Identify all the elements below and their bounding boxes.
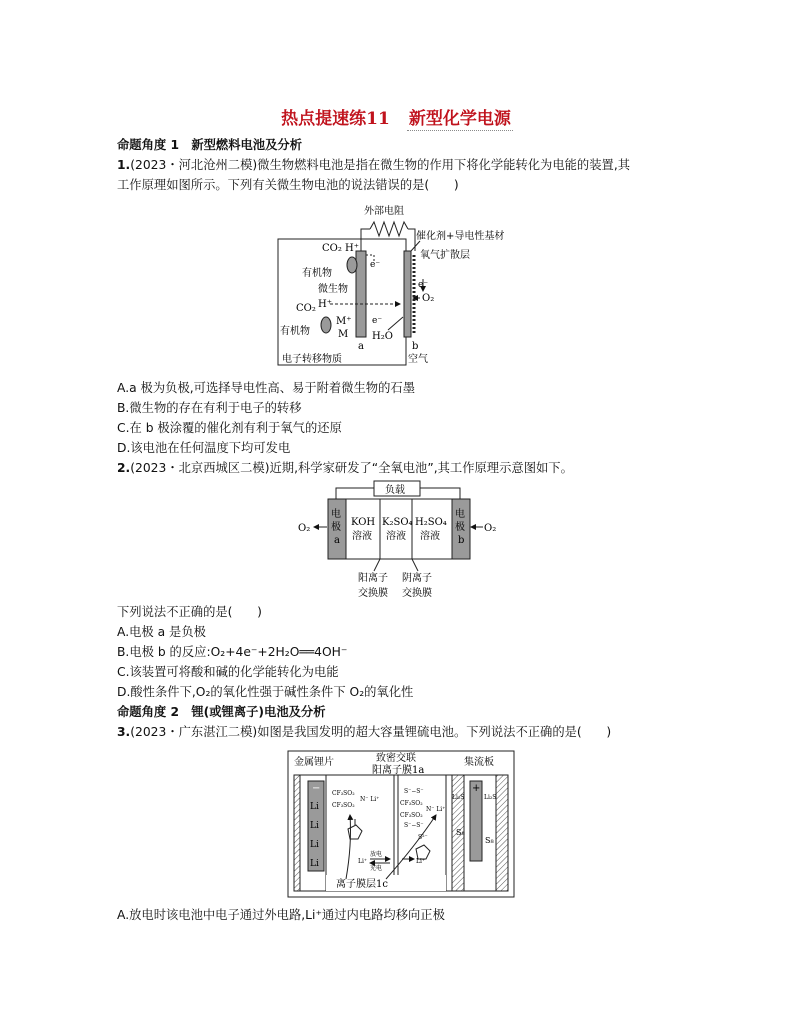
li-3: Li	[310, 840, 319, 850]
q3-stem	[117, 724, 611, 740]
li-plus-left: Li⁺	[358, 858, 368, 865]
anion-1: 阴离子	[402, 573, 432, 584]
q3-figure	[286, 749, 516, 899]
air-label: 空气	[408, 354, 428, 365]
charge-label: 充电	[370, 865, 383, 872]
q2-stem-text: 近期,科学家研发了“全氧电池”,其工作原理示意图如下。	[269, 461, 573, 475]
lithium-label: 金属锂片	[294, 757, 334, 768]
elec-b-3: b	[458, 535, 465, 546]
b-label: b	[412, 341, 419, 352]
cf3so2-3: CF₃SO₂	[400, 800, 423, 807]
organic-top-label: 有机物	[302, 268, 332, 279]
a-label: a	[358, 341, 364, 352]
elec-b-1: 电	[455, 509, 465, 520]
li-1: Li	[310, 802, 319, 812]
q2-option-b: B.电极 b 的反应:O₂+4e⁻+2H₂O══4OH⁻	[117, 645, 348, 659]
load-label: 负载	[385, 485, 405, 496]
li2s-right: Li₂S	[484, 794, 497, 801]
q1-option-c: C.在 b 极涂覆的催化剂有利于氧气的还原	[117, 421, 342, 435]
ion-layer-label: 离子膜层1c	[336, 879, 388, 890]
m-plus-label: M⁺	[336, 316, 352, 327]
li2s-left: Li₂S	[452, 794, 465, 801]
e-top-label: e⁻	[370, 260, 381, 270]
q2-option-d: D.酸性条件下,O₂的氧化性强于碱性条件下 O₂的氧化性	[117, 685, 414, 699]
q1-option-b: B.微生物的存在有利于电子的转移	[117, 401, 302, 415]
resistor-label: 外部电阻	[364, 206, 404, 217]
cation-1: 阳离子	[358, 573, 388, 584]
li-plus-right: Li⁺	[416, 858, 426, 865]
cf3so2-1: CF₃SO₂	[332, 790, 355, 797]
membrane-2-label: 阳离子膜1a	[372, 765, 425, 776]
title-main: 热点提速练11	[281, 109, 390, 129]
k2so4-1: K₂SO₄	[382, 517, 413, 528]
q2-option-a: A.电极 a 是负极	[117, 625, 206, 639]
section1-heading: 命题角度 1 新型燃料电池及分析	[117, 138, 302, 152]
koh-2: 溶液	[352, 531, 372, 542]
e-bottom-label: e⁻	[372, 316, 383, 326]
e-right-label: e⁻	[418, 280, 429, 290]
q1-option-a: A.a 极为负极,可选择导电性高、易于附着微生物的石墨	[117, 381, 415, 395]
q2-option-c: C.该装置可将酸和碱的化学能转化为电能	[117, 665, 339, 679]
s-s-mid: S⁻−S⁻	[404, 822, 424, 829]
plus-sign: +	[472, 783, 481, 794]
n-li-right: N⁻ Li⁺	[426, 806, 446, 813]
diffusion-label: 氧气扩散层	[420, 250, 470, 261]
q1-figure	[270, 199, 530, 371]
title-sub: 新型化学电源	[408, 109, 511, 129]
co2-top-label: CO₂ H⁺	[322, 243, 360, 254]
anion-2: 交换膜	[402, 588, 432, 599]
elec-b-2: 极	[455, 522, 465, 533]
transfer-label: 电子转移物质	[282, 354, 342, 365]
q3-option-a: A.放电时该电池中电子通过外电路,Li⁺通过内电路均移向正极	[117, 908, 445, 922]
s8-right: S₈	[485, 836, 494, 845]
q3-source: (2023・广东湛江二模)	[130, 725, 258, 739]
q1-stem-line1	[117, 157, 630, 173]
h2so4-1: H₂SO₄	[415, 517, 447, 528]
cf3so2-4: CF₃SO₂	[400, 812, 423, 819]
page-title	[0, 104, 794, 129]
q1-number: 1.	[117, 158, 131, 172]
q2-number: 2.	[117, 461, 131, 475]
cation-2: 交换膜	[358, 588, 388, 599]
o2-left: O₂	[298, 523, 311, 534]
h-mid-label: H⁺	[318, 299, 332, 310]
q2-source: (2023・北京西城区二模)	[130, 461, 270, 475]
li-2: Li	[310, 821, 319, 831]
h2o-label: H₂O	[372, 331, 393, 342]
li-4: Li	[310, 859, 319, 869]
q2-question: 下列说法不正确的是( )	[117, 605, 262, 619]
q2-stem	[117, 460, 573, 476]
elec-a-2: 极	[331, 522, 341, 533]
q3-number: 3.	[117, 725, 131, 739]
s-s-top: S⁻−S⁻	[404, 788, 424, 795]
co2-mid-label: CO₂	[296, 303, 316, 314]
catalyst-label: 催化剂+导电性基材	[416, 231, 505, 242]
q3-stem-text: 如图是我国发明的超大容量锂硫电池。下列说法不正确的是( )	[257, 725, 612, 739]
k2so4-2: 溶液	[386, 531, 406, 542]
collector-label: 集流板	[464, 757, 494, 768]
o2-right: O₂	[484, 523, 497, 534]
q1-stem-text1: 微生物燃料电池是指在微生物的作用下将化学能转化为电能的装置,其	[257, 158, 631, 172]
cf3so2-2: CF₃SO₂	[332, 802, 355, 809]
organic-bottom-label: 有机物	[280, 326, 310, 337]
elec-a-1: 电	[331, 509, 341, 520]
microbe-label: 微生物	[318, 284, 348, 295]
m-label: M	[338, 329, 349, 340]
s2-label: S²⁻	[418, 834, 428, 841]
o2-label: O₂	[422, 293, 435, 304]
s8-left: S₈	[456, 828, 465, 837]
koh-1: KOH	[351, 517, 376, 528]
h2so4-2: 溶液	[420, 531, 440, 542]
q1-stem-line2: 工作原理如图所示。下列有关微生物电池的说法错误的是( )	[117, 178, 459, 192]
minus-sign: −	[312, 783, 321, 794]
q2-figure	[294, 479, 506, 603]
elec-a-3: a	[334, 535, 340, 546]
q1-option-d: D.该电池在任何温度下均可发电	[117, 441, 291, 455]
discharge-label: 放电	[370, 851, 383, 858]
q1-source: (2023・河北沧州二模)	[130, 158, 258, 172]
section2-heading: 命题角度 2 锂(或锂离子)电池及分析	[117, 705, 326, 719]
n-li-left: N⁻ Li⁺	[360, 796, 380, 803]
membrane-1-label: 致密交联	[376, 753, 416, 764]
